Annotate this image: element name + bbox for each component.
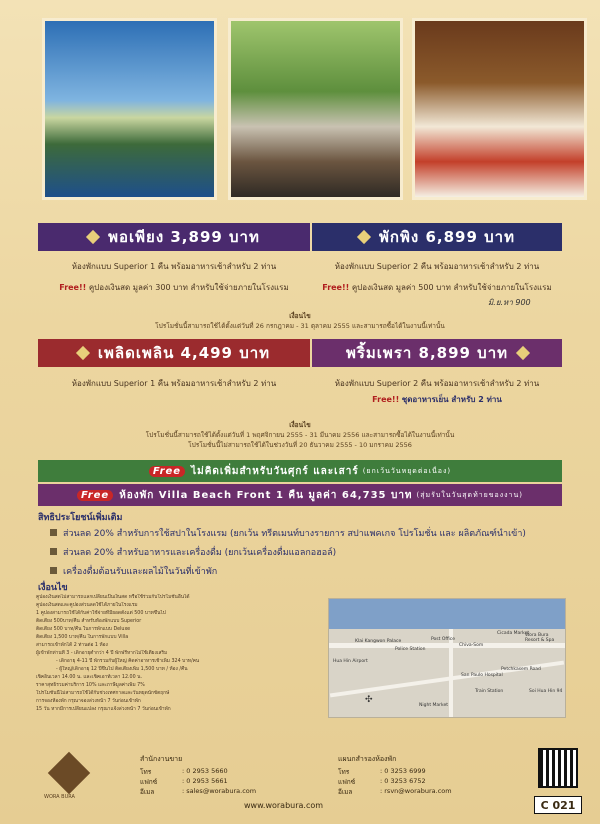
- condition-item: โปรโมชั่นนี้ไม่สามารถใช้ได้กับช่วงเทศกาลและวันหยุดนักขัตฤกษ์: [36, 691, 170, 696]
- cond-2-text-1: โปรโมชั่นนี้สามารถใช้ได้ตั้งแต่วันที่ 1 พฤศจิกายน 2555 - 31 มีนาคม 2556 และสามารถซื้อได้ในงานนี้เท่านั้น: [145, 431, 455, 439]
- map-label: Petchkasem Road: [501, 667, 541, 672]
- sales-tel-label: โทร: [140, 768, 152, 776]
- website-link[interactable]: www.worabura.com: [244, 801, 324, 810]
- offer-1-title: พอเพียง 3,899 บาท: [108, 228, 260, 246]
- worabura-logo: [48, 752, 90, 794]
- benefit-text: ส่วนลด 20% สำหรับการใช้สปาในโรงแรม (ยกเว้น ทรีตเมนท์บางรายการ สปาแพคเกจ โปรโมชั่น และ ผลิตภัณฑ์นำเข้า): [63, 529, 526, 539]
- free-badge: Free: [77, 490, 113, 501]
- free-weekend-sub: (ยกเว้นวันหยุดต่อเนื่อง): [362, 466, 452, 475]
- sales-tel: : 0 2953 5660: [182, 767, 228, 775]
- benefit-text: ส่วนลด 20% สำหรับอาหารและเครื่องดื่ม (ยกเว้นเครื่องดื่มแอลกอฮอล์): [63, 548, 337, 558]
- rsvn-fax: : 0 3253 6752: [380, 777, 426, 785]
- offer-1-free-label: Free!!: [59, 283, 87, 292]
- offer-2-title: พักพิง 6,899 บาท: [379, 228, 515, 246]
- compass-icon: ✣: [365, 695, 373, 705]
- offer-3-title: เพลิดเพลิน 4,499 บาท: [97, 344, 271, 362]
- condition-item: - เด็กอายุ 4-11 ปี พักรวมกับผู้ใหญ่ คิดค่าอาหารเช้าเพิ่ม 324 บาท/คน: [56, 659, 200, 664]
- rsvn-email[interactable]: : rsvn@worabura.com: [380, 787, 452, 795]
- cond-2-text-2: โปรโมชั่นนี้ไม่สามารถใช้ได้ในช่วงวันที่ 20 ธันวาคม 2555 - 10 มกราคม 2556: [188, 441, 412, 449]
- bullet-icon: [50, 548, 57, 555]
- map-label: Chiva-Som: [459, 643, 484, 648]
- offer-1-banner: [38, 223, 310, 251]
- offer-2-banner: [312, 223, 562, 251]
- benefit-text: เครื่องดื่มต้อนรับและผลไม้ในวันที่เข้าพัก: [63, 567, 218, 577]
- condition-item: เช็คอินเวลา 14.00 น. และเช็คเอาท์เวลา 12.00 น.: [36, 675, 142, 680]
- condition-item: คูปองเงินสดไม่สามารถแลกเปลี่ยนเป็นเงินสด หรือใช้ร่วมกับโปรโมชั่นอื่นได้: [36, 595, 190, 600]
- condition-item: การจองห้องพัก กรุณาจองล่วงหน้า 7 วันก่อนเข้าพัก: [36, 699, 141, 704]
- cond-1-title: เงื่อนไข: [289, 312, 311, 320]
- sales-office-title: สำนักงานขาย: [140, 755, 183, 763]
- offer-3-banner: [38, 339, 310, 367]
- cond-1-text: โปรโมชั่นนี้สามารถใช้ได้ตั้งแต่วันที่ 26 กรกฎาคม - 31 ตุลาคม 2555 และสามารถซื้อได้ในงานนี้เท่านั้น: [155, 322, 445, 330]
- handwritten-note: มิ.ย.หา 900: [488, 298, 531, 307]
- offer-4-banner: [312, 339, 562, 367]
- rsvn-email-label: อีเมล: [338, 788, 353, 796]
- condition-item: - ผู้ใหญ่/เด็กอายุ 12 ปีขึ้นไป ติดเตียงเพิ่ม 1,500 บาท / ห้อง /คืน: [56, 667, 188, 672]
- offer-4-free-label: Free!!: [372, 395, 400, 404]
- pool-photo: [42, 18, 217, 200]
- sales-email[interactable]: : sales@worabura.com: [182, 787, 257, 795]
- condition-item: ผู้เข้าพักท่านที่ 3 - เด็กอายุต่ำกว่า 4 ปี พักฟรีหากไม่ใช้เตียงเสริม: [36, 651, 168, 656]
- cond-2-title: เงื่อนไข: [289, 421, 311, 429]
- condition-item: ราคาสุทธิรวมค่าบริการ 10% และภาษีมูลค่าเพิ่ม 7%: [36, 683, 145, 688]
- bullet-icon: [50, 529, 57, 536]
- map-label: Post Office: [431, 637, 455, 642]
- map-label: San Paulo Hospital: [461, 673, 503, 678]
- page-code: C 021: [534, 796, 582, 814]
- condition-item: คูปองเงินสดและคูปองส่วนลดใช้ได้ภายในโรงแรม: [36, 603, 138, 608]
- conditions-title: เงื่อนไข: [38, 583, 68, 593]
- free-villa-banner: [38, 484, 562, 506]
- reservation-title: แผนกสำรองห้องพัก: [338, 755, 397, 763]
- map-label: Hua Hin Airport: [333, 659, 368, 664]
- map-road: [449, 629, 453, 717]
- offer-2-free-text: คูปองเงินสด มูลค่า 500 บาท สำหรับใช้จ่ายภายในโรงแรม: [351, 283, 552, 292]
- map-label: Soi Hua Hin 94: [529, 689, 563, 694]
- conditions-list: [36, 594, 316, 718]
- rsvn-fax-label: แฟกซ์: [338, 778, 356, 786]
- condition-item: ติดเตียง 500บาท/คืน สำหรับห้องพักแบบ Superior: [36, 619, 142, 624]
- condition-item: 1 คูปองสามารถใช้ได้กับค่าใช้จ่ายที่มียอดตั้งแต่ 500 บาทขึ้นไป: [36, 611, 166, 616]
- bullet-icon: [50, 567, 57, 574]
- diamond-icon: [516, 346, 530, 360]
- map-label: Wora Bura Resort & Spa: [525, 633, 555, 643]
- offer-1-free-text: คูปองเงินสด มูลค่า 300 บาท สำหรับใช้จ่ายภายในโรงแรม: [88, 283, 289, 292]
- room-photo: [412, 18, 587, 200]
- free-villa-sub: (สุ่มรับในวันสุดท้ายของงาน): [416, 490, 524, 499]
- map-label: Klai Kangwon Palace: [355, 639, 402, 644]
- offer-4-desc: ห้องพักแบบ Superior 2 คืน พร้อมอาหารเช้าสำหรับ 2 ท่าน: [334, 379, 540, 388]
- benefit-item: [50, 526, 526, 540]
- offer-2-free-line: [312, 281, 562, 294]
- diamond-icon: [86, 230, 100, 244]
- rsvn-tel-label: โทร: [338, 768, 350, 776]
- map-label: Train Station: [475, 689, 504, 694]
- condition-item: ติดเตียง 500 บาท/คืน ในการพักแบบ Deluxe: [36, 627, 131, 632]
- condition-item: 15 วัน หากมีการเปลี่ยนแปลง กรุณาแจ้งล่วงหน้า 7 วันก่อนเข้าพัก: [36, 707, 171, 712]
- map-label: Cicada Market: [497, 631, 530, 636]
- benefit-item: [50, 564, 217, 578]
- free-weekend-banner: [38, 460, 562, 482]
- sales-fax-label: แฟกซ์: [140, 778, 158, 786]
- offer-4-free-text: ชุดอาหารเย็น สำหรับ 2 ท่าน: [401, 395, 502, 404]
- offer-2-free-label: Free!!: [322, 283, 350, 292]
- sales-email-label: อีเมล: [140, 788, 155, 796]
- offer-3-desc: ห้องพักแบบ Superior 1 คืน พร้อมอาหารเช้าสำหรับ 2 ท่าน: [71, 379, 277, 388]
- diamond-icon: [357, 230, 371, 244]
- pavilion-photo: [228, 18, 403, 200]
- free-badge: Free: [149, 466, 185, 477]
- free-weekend-text: ไม่คิดเพิ่มสำหรับวันศุกร์ และเสาร์: [191, 465, 359, 477]
- condition-item: ติดเตียง 1,500 บาท/คืน ในการพักแบบ Villa: [36, 635, 129, 640]
- free-villa-text: ห้องพัก Villa Beach Front 1 คืน มูลค่า 64,735 บาท: [119, 489, 413, 501]
- benefit-item: [50, 545, 336, 559]
- condition-item: สามารถเข้าพักได้ 2 ท่านต่อ 1 ห้อง: [36, 643, 108, 648]
- map-label: Police Station: [395, 647, 426, 652]
- diamond-icon: [76, 346, 90, 360]
- map-label: Night Market: [419, 703, 448, 708]
- offer-4-free-line: [312, 393, 562, 406]
- offer-4-title: พริ้มเพรา 8,899 บาท: [345, 344, 509, 362]
- map-sea: [329, 599, 565, 629]
- location-map: [328, 598, 566, 718]
- rsvn-tel: : 0 3253 6999: [380, 767, 426, 775]
- qr-code: [538, 748, 578, 788]
- offer-1-desc: ห้องพักแบบ Superior 1 คืน พร้อมอาหารเช้าสำหรับ 2 ท่าน: [71, 262, 277, 271]
- sales-fax: : 0 2953 5661: [182, 777, 228, 785]
- logo-text: WORA BURA: [44, 794, 75, 800]
- offer-2-desc: ห้องพักแบบ Superior 2 คืน พร้อมอาหารเช้าสำหรับ 2 ท่าน: [334, 262, 540, 271]
- offer-1-free-line: [38, 281, 310, 294]
- benefits-title: สิทธิประโยชน์เพิ่มเติม: [38, 513, 123, 523]
